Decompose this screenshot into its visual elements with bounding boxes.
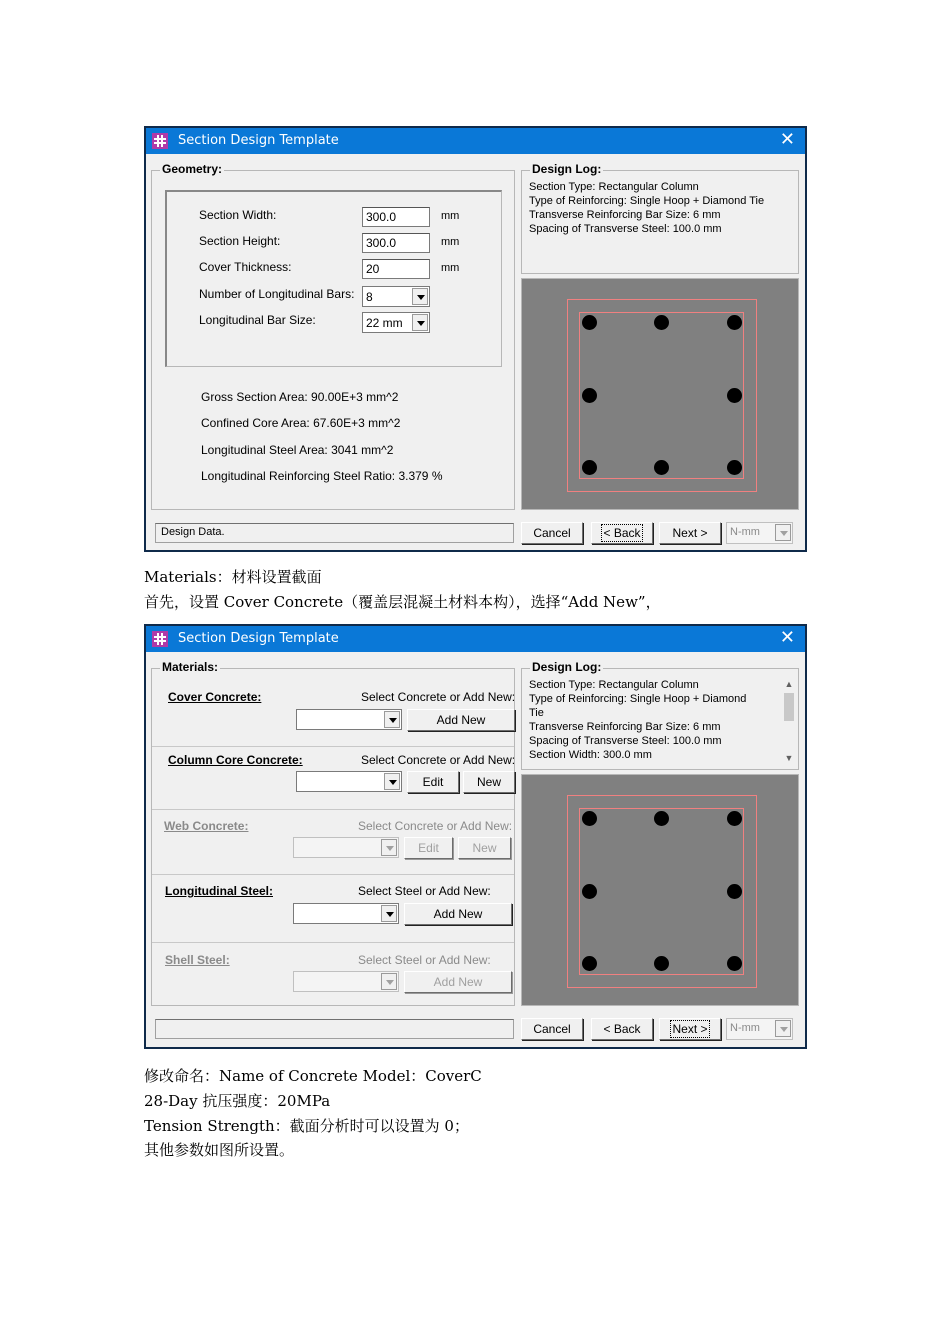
rebar: [654, 460, 669, 475]
web-edit-label: Edit: [418, 841, 439, 855]
num-bars-value: 8: [366, 290, 373, 304]
units-value: N-mm: [730, 526, 760, 538]
cover-concrete-label: Cover Concrete:: [168, 690, 262, 704]
log-line: Spacing of Transverse Steel: 100.0 mm: [529, 735, 722, 747]
shell-steel-hint: Select Steel or Add New:: [358, 953, 491, 967]
chevron-down-icon[interactable]: [381, 973, 397, 990]
log-line: Transverse Reinforcing Bar Size: 6 mm: [529, 721, 721, 733]
cover-thickness-unit: mm: [441, 262, 460, 274]
rebar: [582, 956, 597, 971]
status-bar: [155, 1019, 514, 1039]
chevron-down-icon[interactable]: [381, 839, 397, 856]
cover-add-new-label: Add New: [436, 713, 486, 727]
confined-core-outline: [579, 808, 744, 975]
scroll-up-icon[interactable]: ▲: [784, 679, 794, 689]
scroll-down-icon[interactable]: ▼: [784, 753, 794, 763]
divider: [152, 874, 514, 875]
shell-steel-label: Shell Steel:: [165, 953, 230, 967]
title-bar: [146, 626, 805, 652]
web-concrete-hint: Select Concrete or Add New:: [358, 819, 513, 833]
paragraph-line: 28-Day 抗压强度：20MPa: [144, 1092, 331, 1110]
rebar: [582, 460, 597, 475]
rebar: [582, 884, 597, 899]
core-edit-button[interactable]: [407, 771, 459, 793]
app-icon: [152, 133, 168, 149]
rebar: [727, 956, 742, 971]
section-width-unit: mm: [441, 210, 460, 222]
materials-dialog: [144, 624, 807, 1049]
chevron-down-icon[interactable]: [775, 524, 791, 541]
web-new-label: New: [472, 841, 497, 855]
window-title: Section Design Template: [178, 631, 339, 646]
web-concrete-select[interactable]: [293, 837, 399, 858]
shell-add-new-label: Add New: [433, 975, 483, 989]
rebar: [727, 884, 742, 899]
design-log-group: [521, 660, 799, 770]
core-new-button[interactable]: [463, 771, 515, 793]
status-bar: Design Data.: [155, 523, 514, 543]
scroll-thumb[interactable]: [784, 693, 794, 721]
log-line: Type of Reinforcing: Single Hoop + Diamond Tie: [529, 195, 765, 207]
log-line: Section Type: Rectangular Column: [529, 679, 699, 691]
paragraph-line: Tension Strength：截面分析时可以设置为 0；: [144, 1117, 469, 1135]
steel-add-new-label: Add New: [433, 907, 483, 921]
rebar: [727, 811, 742, 826]
cancel-button-label: Cancel: [533, 526, 571, 540]
rebar: [727, 315, 742, 330]
rebar: [654, 811, 669, 826]
chevron-down-icon[interactable]: [775, 1020, 791, 1037]
design-log-scrollbar[interactable]: [781, 677, 797, 765]
divider: [152, 809, 514, 810]
geometry-group: [151, 162, 515, 510]
geometry-dialog: [144, 126, 807, 552]
section-preview: [521, 278, 799, 510]
bar-size-label: Longitudinal Bar Size:: [199, 313, 316, 327]
design-log-title: Design Log:: [532, 162, 602, 176]
num-bars-select[interactable]: [362, 286, 430, 307]
bar-size-value: 22 mm: [366, 316, 403, 330]
next-button[interactable]: [659, 1018, 721, 1040]
rebar: [582, 811, 597, 826]
cancel-button[interactable]: [521, 522, 583, 544]
steel-ratio-result: Longitudinal Reinforcing Steel Ratio: 3.379 %: [201, 469, 443, 483]
num-bars-label: Number of Longitudinal Bars:: [199, 287, 355, 301]
long-steel-label: Longitudinal Steel:: [165, 884, 273, 898]
cover-concrete-hint: Select Concrete or Add New:: [361, 690, 516, 704]
paragraph-line: 其他参数如图所设置。: [144, 1141, 295, 1159]
cover-thickness-label: Cover Thickness:: [199, 260, 292, 274]
cover-thickness-input[interactable]: [362, 259, 430, 279]
log-line: Section Type: Rectangular Column: [529, 181, 699, 193]
web-edit-button[interactable]: [404, 837, 453, 859]
rebar: [727, 460, 742, 475]
core-concrete-select[interactable]: [296, 771, 402, 792]
core-concrete-label: Column Core Concrete:: [168, 753, 303, 767]
core-edit-label: Edit: [422, 775, 444, 789]
design-log-text: [529, 180, 764, 236]
design-log-text: [529, 678, 777, 762]
units-select[interactable]: [726, 1018, 793, 1040]
divider: [152, 746, 514, 747]
cancel-button[interactable]: [521, 1018, 583, 1040]
divider: [152, 942, 514, 943]
shell-steel-select[interactable]: [293, 971, 399, 992]
design-log-group: [521, 162, 799, 274]
log-line: Section Width: 300.0 mm: [529, 749, 652, 761]
rebar: [727, 388, 742, 403]
steel-add-new-button[interactable]: [404, 903, 512, 925]
gross-area-result: Gross Section Area: 90.00E+3 mm^2: [201, 390, 399, 404]
paragraph-line: 首先，设置 Cover Concrete（覆盖层混凝土材料本构），选择“Add New”，: [144, 593, 661, 611]
section-preview: [521, 774, 799, 1006]
chevron-down-icon[interactable]: [412, 314, 428, 331]
close-icon[interactable]: ✕: [779, 627, 795, 648]
log-line: Tie: [529, 707, 544, 719]
design-log-title: Design Log:: [532, 660, 602, 674]
web-new-button[interactable]: [458, 837, 511, 859]
log-line: Spacing of Transverse Steel: 100.0 mm: [529, 223, 722, 235]
title-bar: [146, 128, 805, 154]
bar-size-select[interactable]: [362, 312, 430, 333]
chevron-down-icon[interactable]: [384, 773, 400, 790]
units-select[interactable]: [726, 522, 793, 544]
shell-add-new-button[interactable]: [404, 971, 512, 993]
next-button-label: Next >: [672, 526, 708, 540]
rebar: [654, 315, 669, 330]
rebar: [654, 956, 669, 971]
geometry-group-title: Geometry:: [162, 162, 223, 176]
app-icon: [152, 631, 168, 647]
paragraph-line: 修改命名：Name of Concrete Model：CoverC: [144, 1067, 482, 1085]
section-height-label: Section Height:: [199, 234, 281, 248]
back-button-label: < Back: [603, 526, 641, 540]
log-line: Transverse Reinforcing Bar Size: 6 mm: [529, 209, 721, 221]
steel-area-result: Longitudinal Steel Area: 3041 mm^2: [201, 443, 394, 457]
materials-group-title: Materials:: [162, 660, 219, 674]
materials-group: [151, 660, 516, 1006]
back-button[interactable]: [591, 522, 653, 544]
cover-concrete-select[interactable]: [296, 709, 402, 730]
back-button[interactable]: [591, 1018, 653, 1040]
chevron-down-icon[interactable]: [384, 711, 400, 728]
section-width-input[interactable]: [362, 207, 430, 227]
paragraph-line: Materials：材料设置截面: [144, 568, 322, 586]
rebar: [582, 315, 597, 330]
back-button-label: < Back: [603, 1022, 641, 1036]
log-line: Type of Reinforcing: Single Hoop + Diamond: [529, 693, 747, 705]
close-icon[interactable]: ✕: [779, 129, 795, 150]
section-height-unit: mm: [441, 236, 460, 248]
cover-add-new-button[interactable]: [407, 709, 515, 731]
window-title: Section Design Template: [178, 133, 339, 148]
core-new-label: New: [476, 775, 501, 789]
long-steel-select[interactable]: [293, 903, 399, 924]
section-height-input[interactable]: [362, 233, 430, 253]
cancel-button-label: Cancel: [533, 1022, 571, 1036]
confined-core-outline: [579, 312, 744, 479]
section-width-label: Section Width:: [199, 208, 277, 222]
chevron-down-icon[interactable]: [412, 288, 428, 305]
core-concrete-hint: Select Concrete or Add New:: [361, 753, 516, 767]
next-button[interactable]: [659, 522, 721, 544]
web-concrete-label: Web Concrete:: [164, 819, 249, 833]
next-button-label: Next >: [672, 1022, 708, 1036]
units-value: N-mm: [730, 1022, 760, 1034]
core-area-result: Confined Core Area: 67.60E+3 mm^2: [201, 416, 401, 430]
chevron-down-icon[interactable]: [381, 905, 397, 922]
long-steel-hint: Select Steel or Add New:: [358, 884, 491, 898]
rebar: [582, 388, 597, 403]
